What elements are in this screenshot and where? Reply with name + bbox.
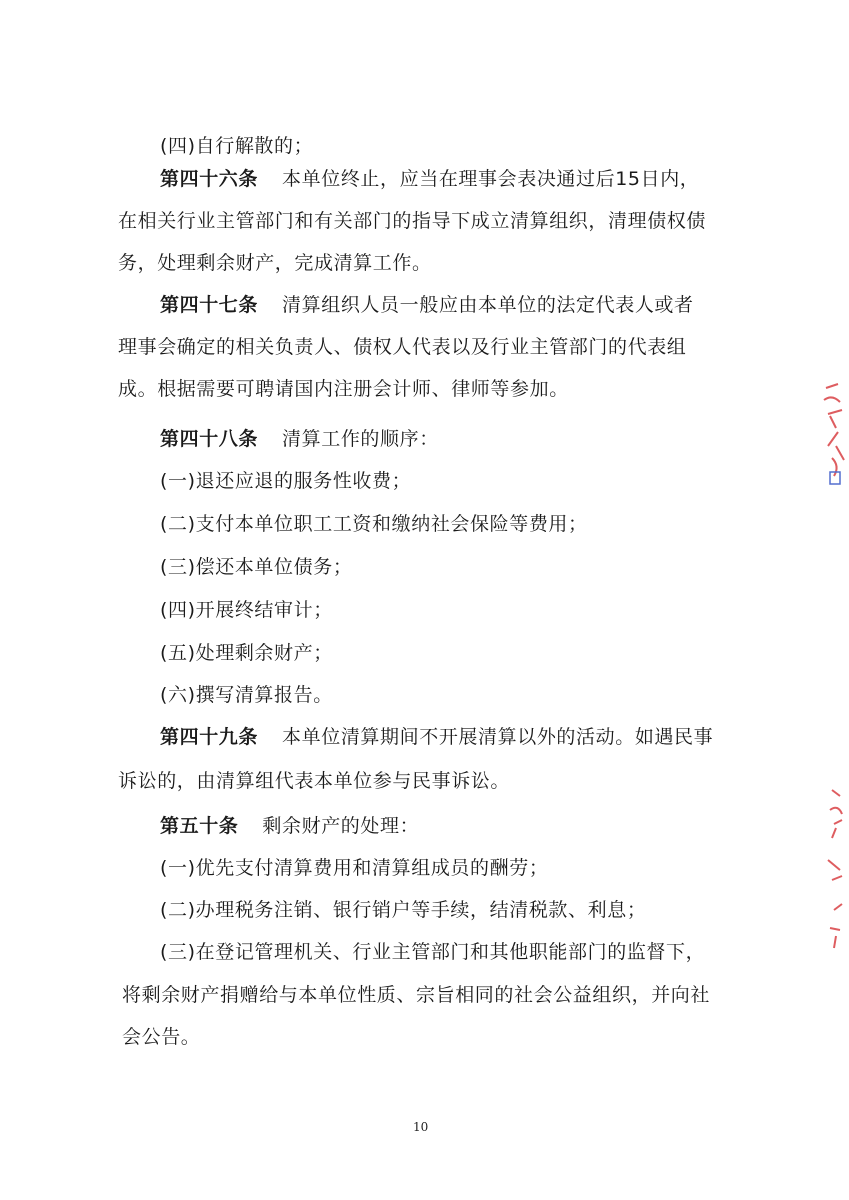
list-item: (一)退还应退的服务性收费； xyxy=(160,470,412,492)
list-item: (六)撰写清算报告。 xyxy=(160,684,333,706)
article-50-line: 第五十条 剩余财产的处理： xyxy=(160,815,420,837)
seal-stamp-fragment xyxy=(818,380,849,490)
page-number: 10 xyxy=(413,1120,429,1134)
list-item: (二)办理税务注销、银行销户等手续，结清税款、利息； xyxy=(160,899,647,921)
list-item: (五)处理剩余财产； xyxy=(160,642,333,664)
seal-stamp-fragment xyxy=(822,780,849,960)
list-item: (一)优先支付清算费用和清算组成员的酬劳； xyxy=(160,857,549,879)
article-heading: 第五十条 xyxy=(160,815,239,837)
article-heading: 第四十六条 xyxy=(160,168,259,190)
article-49-line: 第四十九条 本单位清算期间不开展清算以外的活动。如遇民事 xyxy=(160,726,714,748)
text-line: 会公告。 xyxy=(122,1026,201,1048)
list-item: (二)支付本单位职工工资和缴纳社会保险等费用； xyxy=(160,513,588,535)
article-47-line: 第四十七条 清算组织人员一般应由本单位的法定代表人或者 xyxy=(160,294,694,316)
article-heading: 第四十七条 xyxy=(160,294,259,316)
text-line: (四)自行解散的； xyxy=(160,135,314,157)
text-line: 诉讼的，由清算组代表本单位参与民事诉讼。 xyxy=(118,770,511,792)
article-46-line: 第四十六条 本单位终止，应当在理事会表决通过后15日内， xyxy=(160,168,700,190)
article-heading: 第四十八条 xyxy=(160,428,259,450)
list-item: (四)开展终结审计； xyxy=(160,599,333,621)
text-line: 将剩余财产捐赠给与本单位性质、宗旨相同的社会公益组织，并向社 xyxy=(122,984,711,1006)
article-48-line: 第四十八条 清算工作的顺序： xyxy=(160,428,439,450)
text-line: 务，处理剩余财产，完成清算工作。 xyxy=(118,252,432,274)
article-heading: 第四十九条 xyxy=(160,726,259,748)
text-line: 理事会确定的相关负责人、债权人代表以及行业主管部门的代表组 xyxy=(118,336,687,358)
list-item: (三)在登记管理机关、行业主管部门和其他职能部门的监督下， xyxy=(160,941,706,963)
text-line: 在相关行业主管部门和有关部门的指导下成立清算组织，清理债权债 xyxy=(118,210,707,232)
list-item: (三)偿还本单位债务； xyxy=(160,556,353,578)
text-line: 成。根据需要可聘请国内注册会计师、律师等参加。 xyxy=(118,378,569,400)
